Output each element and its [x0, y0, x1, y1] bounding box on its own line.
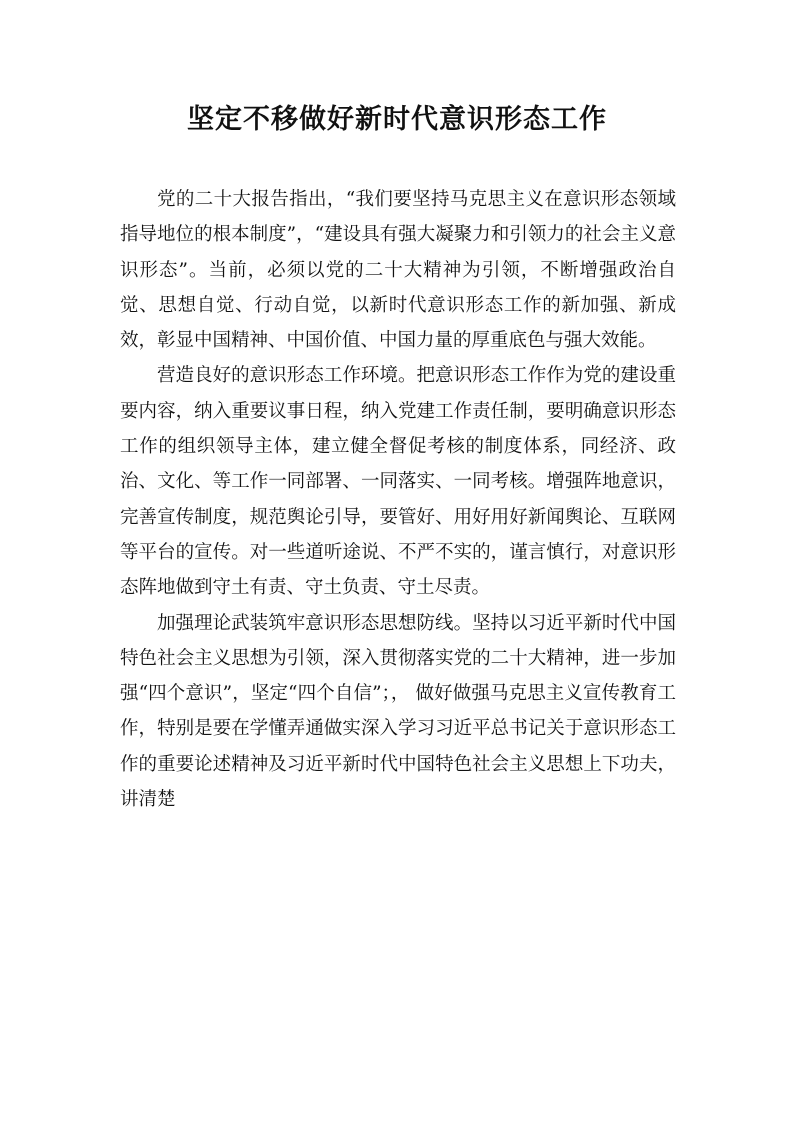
document-body — [120, 182, 676, 817]
paragraph-1: 党的二十大报告指出，“我们要坚持马克思主义在意识形态领域指导地位的根本制度”，“建设具有强大凝聚力和引领力的社会主义意识形态”。当前，必须以党的二十大精神为引领，不断增强政治自觉、思想自觉、行动自觉，以新时代意识形态工作的新加强、新成效，彰显中国精神、中国价值、中国力量的厚重底色与强大效能。 — [120, 189, 676, 352]
paragraph-2: 营造良好的意识形态工作环境。把意识形态工作作为党的建设重要内容，纳入重要议事日程，纳入党建工作责任制，要明确意识形态工作的组织领导主体，建立健全督促考核的制度体系，同经济、政治、文化、等工作一同部署、一同落实、一同考核。增强阵地意识，完善宣传制度，规范舆论引导，要管好、用好用好新闻舆论、互联网等平台的宣传。对一些道听途说、不严不实的，谨言慎行，对意识形态阵地做到守土有责、守土负责、守土尽责。 — [120, 365, 676, 599]
paragraph-3: 加强理论武装筑牢意识形态思想防线。坚持以习近平新时代中国特色社会主义思想为引领，深入贯彻落实党的二十大精神，进一步加强“四个意识”，坚定“四个自信”；， 做好做强马克思主义宣传教育工作，特别是要在学懂弄通做实深入学习习近平总书记关于意识形态工作的重要论述精神及习近平新时代中国特色社会主义思想上下功夫，讲清楚 — [120, 612, 676, 811]
document-title: 坚定不移做好新时代意识形态工作 — [187, 104, 607, 135]
